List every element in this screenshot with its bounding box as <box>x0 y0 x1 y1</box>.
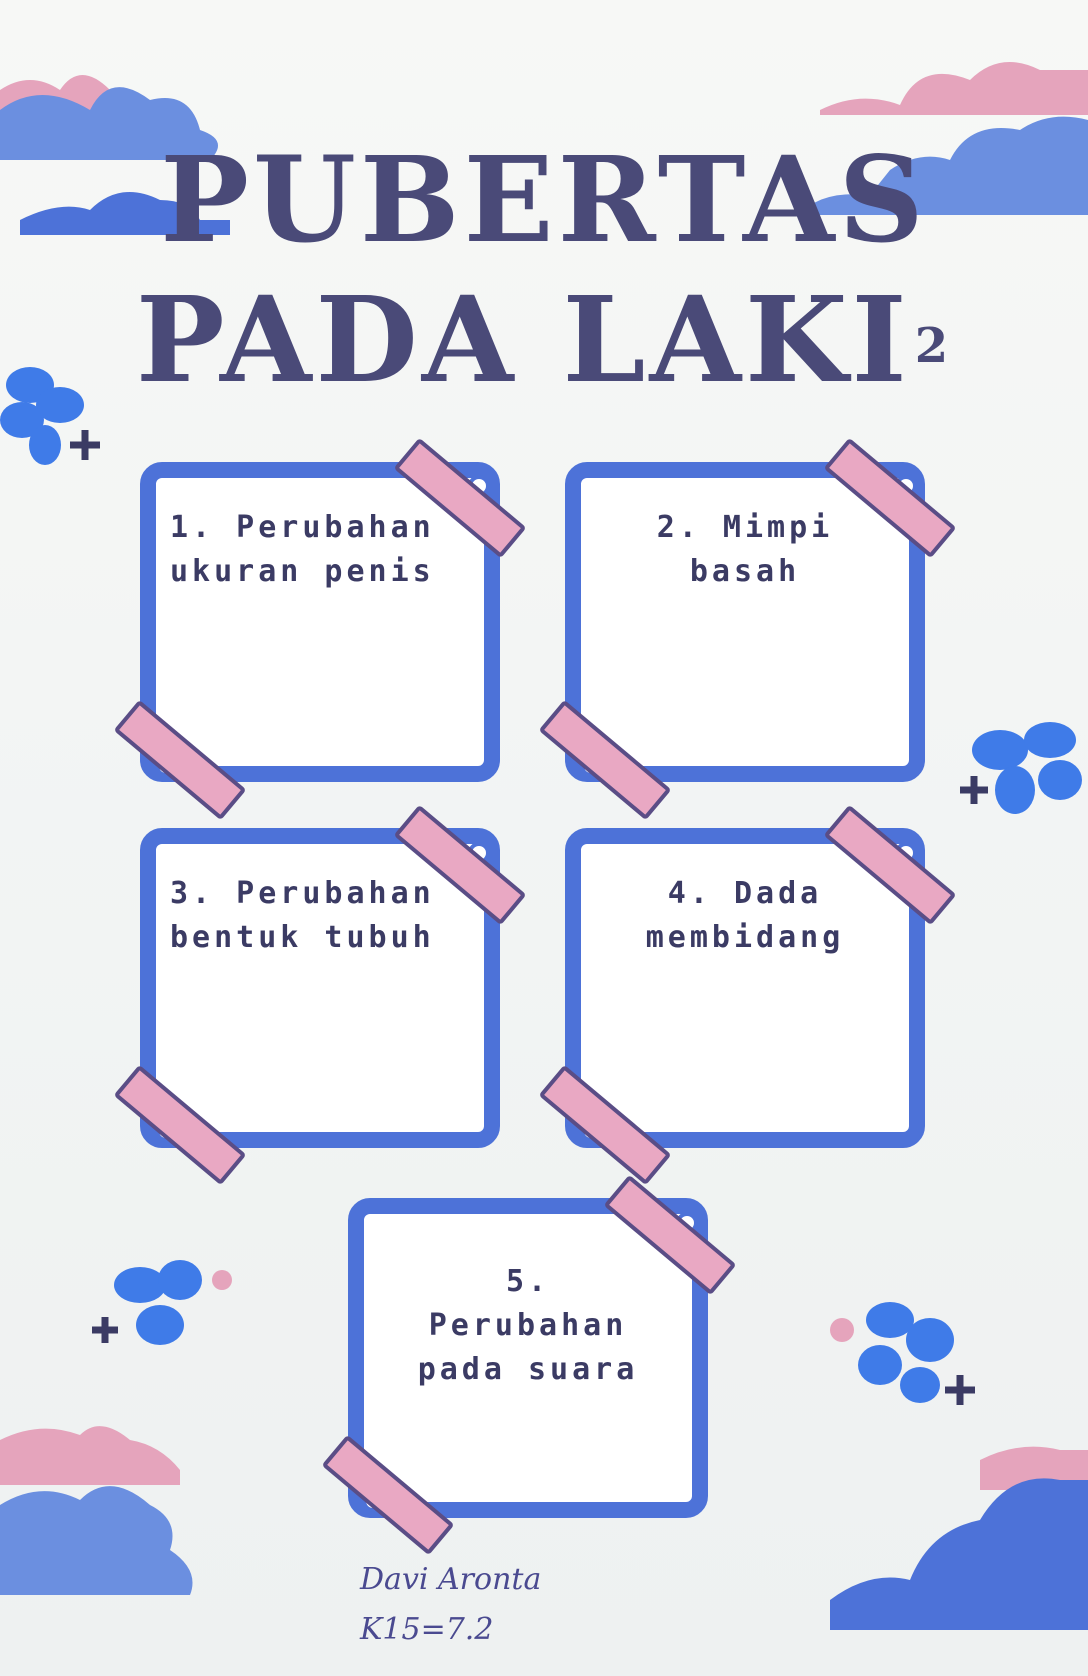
page-title-superscript: 2 <box>914 318 953 374</box>
page-title-line2 <box>0 270 1088 409</box>
card-5-text <box>364 1260 692 1392</box>
cloud-bottom-right-icon <box>830 1440 1088 1640</box>
flower-bottom-right-icon <box>820 1290 990 1410</box>
card-5-line2: Perubahan <box>428 1308 628 1343</box>
signature-class: K15=7.2 <box>360 1612 494 1647</box>
card-4-line1: 4. Dada <box>667 876 823 911</box>
card-1-line2: ukuran penis <box>170 554 435 589</box>
card-3-text <box>156 872 484 960</box>
signature-name: Davi Aronta <box>360 1562 542 1597</box>
page-title-line1: PUBERTAS <box>160 130 928 269</box>
card-5-line3: pada suara <box>417 1352 639 1387</box>
card-4-line2: membidang <box>645 920 845 955</box>
card-1-text <box>156 506 484 594</box>
card-4-text <box>581 872 909 960</box>
card-2-line2: basah <box>689 554 801 589</box>
card-1-line1: 1. Perubahan <box>170 510 435 545</box>
card-5-line1: 5. <box>505 1264 551 1299</box>
handwritten-signature <box>360 1555 541 1655</box>
cloud-bottom-left-icon <box>0 1420 210 1640</box>
flower-right-icon <box>960 710 1088 820</box>
card-2-line1: 2. Mimpi <box>656 510 834 545</box>
card-3-line1: 3. Perubahan <box>170 876 435 911</box>
card-2 <box>565 462 925 782</box>
flower-bottom-left-icon <box>90 1250 240 1360</box>
card-3-line2: bentuk tubuh <box>170 920 435 955</box>
page-title-text: PADA LAKI <box>135 270 911 409</box>
card-2-text <box>581 506 909 594</box>
